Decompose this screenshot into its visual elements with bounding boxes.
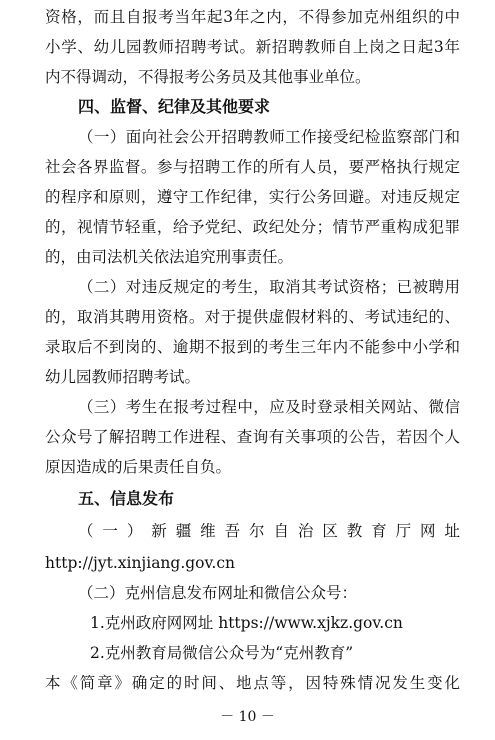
section-heading-supervision: 四、监督、纪律及其他要求 xyxy=(78,97,271,116)
text-line-7: 的程序和原则，遵守工作纪律，实行公务回避。对违反规定 xyxy=(45,188,460,206)
text-line-18: （一）新疆维吾尔自治区教育厅网址 xyxy=(78,522,460,540)
text-line-20: （二）克州信息发布网址和微信公众号： xyxy=(78,584,358,602)
text-line-22: 2.克州教育局微信公众号为“克州教育” xyxy=(90,644,354,662)
text-line-9: 的，由司法机关依法追究刑事责任。 xyxy=(45,248,294,266)
text-line-1: 资格，而且自报考当年起3年之内，不得参加克州组织的中 xyxy=(45,8,460,26)
page-number: － 10 － xyxy=(220,709,275,725)
url-education-dept: http://jyt.xinjiang.gov.cn xyxy=(45,554,236,572)
text-line-3: 内不得调动，不得报考公务员及其他事业单位。 xyxy=(45,68,371,86)
text-line-14: （三）考生在报考过程中，应及时登录相关网站、微信 xyxy=(78,398,460,416)
text-line-16: 原因造成的后果责任自负。 xyxy=(45,458,232,476)
text-line-12: 录取后不到岗的、逾期不报到的考生三年内不能参中小学和 xyxy=(45,338,460,356)
text-line-6: 社会各界监督。参与招聘工作的所有人员，要严格执行规定 xyxy=(45,158,460,176)
text-line-13: 幼儿园教师招聘考试。 xyxy=(45,368,201,386)
text-line-10: （二）对违反规定的考生，取消其考试资格；已被聘用 xyxy=(78,278,460,296)
text-line-11: 的，取消其聘用资格。对于提供虚假材料的、考试违纪的、 xyxy=(45,308,460,326)
text-line-2: 小学、幼儿园教师招聘考试。新招聘教师自上岗之日起3年 xyxy=(45,38,460,56)
url-kezhou-gov: 1.克州政府网网址 https://www.xjkz.gov.cn xyxy=(90,614,403,632)
text-line-15: 公众号了解招聘工作进程、查询有关事项的公告，若因个人 xyxy=(45,428,460,446)
text-line-8: 的，视情节轻重，给予党纪、政纪处分；情节严重构成犯罪 xyxy=(45,218,460,236)
text-line-5: （一）面向社会公开招聘教师工作接受纪检监察部门和 xyxy=(78,128,460,146)
text-line-23: 本《简章》确定的时间、地点等，因特殊情况发生变化 xyxy=(45,674,460,692)
section-heading-info-release: 五、信息发布 xyxy=(78,489,175,508)
